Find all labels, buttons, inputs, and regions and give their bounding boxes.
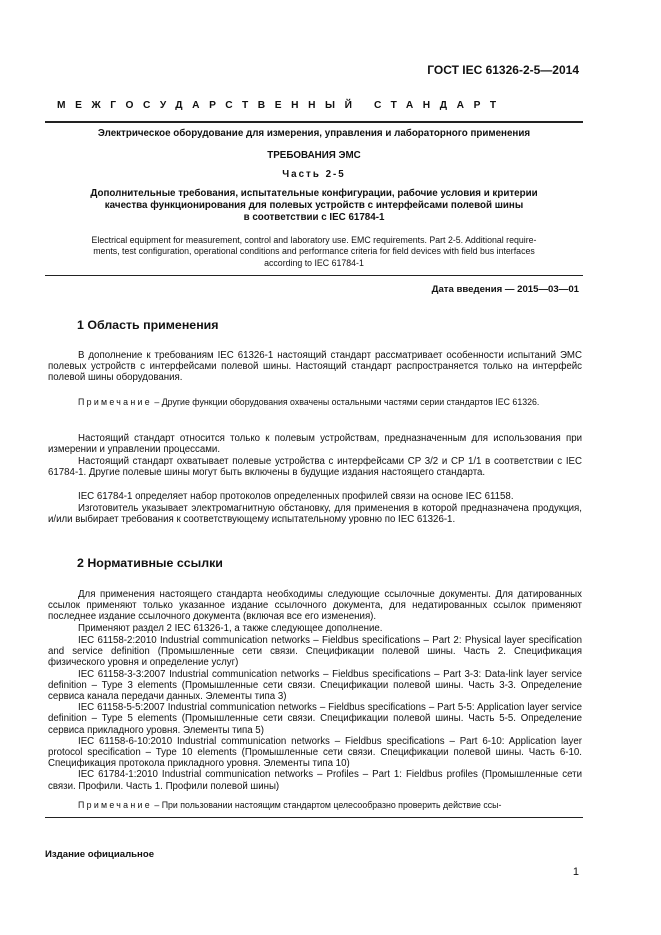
title-part: Часть 2-5: [282, 169, 346, 180]
title-divider: [45, 275, 583, 276]
section-1-paragraph: В дополнение к требованиям IEC 61326-1 настоящий стандарт рассматривает особенности испытаний ЭМС полевых устройств с интерфейсами полевой шины. Настоящий стандарт распространяется только на интерфейс полевой шины оборудования.: [48, 350, 582, 384]
page-number: 1: [572, 866, 579, 878]
title-english-line: Electrical equipment for measurement, control and laboratory use. EMC requirements. Part 2-5. Additional require-: [91, 235, 537, 245]
title-ems: ТРЕБОВАНИЯ ЭМС: [267, 150, 361, 161]
section-1-heading: 1 Область применения: [77, 318, 219, 332]
reference-item: IEC 61158-5-5:2007 Industrial communication networks – Fieldbus specifications – Part 5-5: Application layer service definition – Type 5 elements (Промышленные сети связи. Спецификации полевой шины. Часть 5-5. Определение сервиса прикладного уровня. Элементы типа 5): [48, 702, 582, 736]
section-1-paragraph: Настоящий стандарт охватывает полевые устройства с интерфейсами CP 3/2 и CP 1/1 в соответствии с IEC 61784-1. Другие полевые шины могут быть включены в будущие издания настоящего стандарта.: [48, 456, 582, 479]
top-divider: [45, 121, 583, 123]
section-1-paragraph: IEC 61784-1 определяет набор протоколов определенных профилей связи на основе IEC 61158.: [78, 491, 514, 502]
reference-item: IEC 61158-3-3:2007 Industrial communication networks – Fieldbus specifications – Part 3-3: Data-link layer service definition – Type 3 elements (Промышленные сети связи. Спецификации полевой шины. Часть 3-3. Определение сервиса канала передачи данных. Элементы типа 3): [48, 668, 582, 703]
section-2-heading: 2 Нормативные ссылки: [77, 556, 223, 570]
official-edition-label: Издание официальное: [45, 849, 155, 860]
reference-item: IEC 61784-1:2010 Industrial communication networks – Profiles – Part 1: Fieldbus profiles (Промышленные сети связи. Профили. Часть 1. Профили полевой шины): [48, 769, 582, 792]
title-english-line: ments, test configuration, operational conditions and performance criteria for field devices with field bus interfaces: [93, 246, 535, 257]
note-text: – Другие функции оборудования охвачены остальными частями серии стандартов IEC 61326.: [151, 397, 540, 407]
title-description: [45, 188, 583, 224]
gost-code: ГОСТ IEC 61326-2-5—2014: [427, 63, 579, 77]
note-text: – При пользовании настоящим стандартом целесообразно проверить действие ссы-: [151, 800, 502, 810]
section-1-note: [48, 397, 582, 408]
section-1-paragraph: Изготовитель указывает электромагнитную обстановку, для применения в которой предназначена продукция, и/или выбирает требования к соответствующему испытательному уровню по IEC 61326-1.: [48, 503, 582, 526]
footer-divider: [45, 817, 583, 818]
title-main: Электрическое оборудование для измерения, управления и лабораторного применения: [97, 128, 531, 139]
section-2-note: [48, 800, 582, 811]
title-description-line: качества функционирования для полевых устройств с интерфейсами полевой шины: [104, 200, 524, 211]
reference-item: IEC 61158-6-10:2010 Industrial communication networks – Fieldbus specifications – Part 6-10: Application layer protocol specification – Type 10 elements (Промышленные сети связи. Спецификации полевой шины. Часть 6-10. Спецификация протокола прикладного уровня. Элементы типа 10): [48, 735, 582, 770]
section-2-paragraph: Применяют раздел 2 IEC 61326-1, а также следующее дополнение.: [78, 623, 383, 634]
title-english: [45, 235, 583, 269]
interstate-standard-label: МЕЖГОСУДАРСТВЕННЫЙ СТАНДАРТ: [57, 100, 506, 111]
introduction-date: Дата введения — 2015—03—01: [431, 284, 579, 295]
reference-item: IEC 61158-2:2010 Industrial communication networks – Fieldbus specifications – Part 2: Physical layer specification and service definition (Промышленные сети связи. Спецификации полевой шины. Часть 2. Спецификация физического уровня и определение услуг): [48, 635, 582, 669]
note-label: Примечание: [78, 800, 152, 810]
section-2-paragraph: Для применения настоящего стандарта необходимы следующие ссылочные документы. Для датированных ссылок применяют только указанное издание ссылочного документа, для недатированных ссылок применяют последнее издание ссылочного документа (включая все его изменения).: [48, 589, 582, 623]
title-english-line: according to IEC 61784-1: [264, 257, 364, 268]
normative-references-list: [48, 635, 582, 792]
section-1-paragraph: Настоящий стандарт относится только к полевым устройствам, предназначенным для использования при измерении и управлении процессами.: [48, 433, 582, 456]
title-description-line: Дополнительные требования, испытательные конфигурации, рабочие условия и критерии: [90, 188, 538, 199]
note-label: Примечание: [78, 397, 152, 407]
title-description-line: в соответствии с IEC 61784-1: [243, 212, 385, 223]
